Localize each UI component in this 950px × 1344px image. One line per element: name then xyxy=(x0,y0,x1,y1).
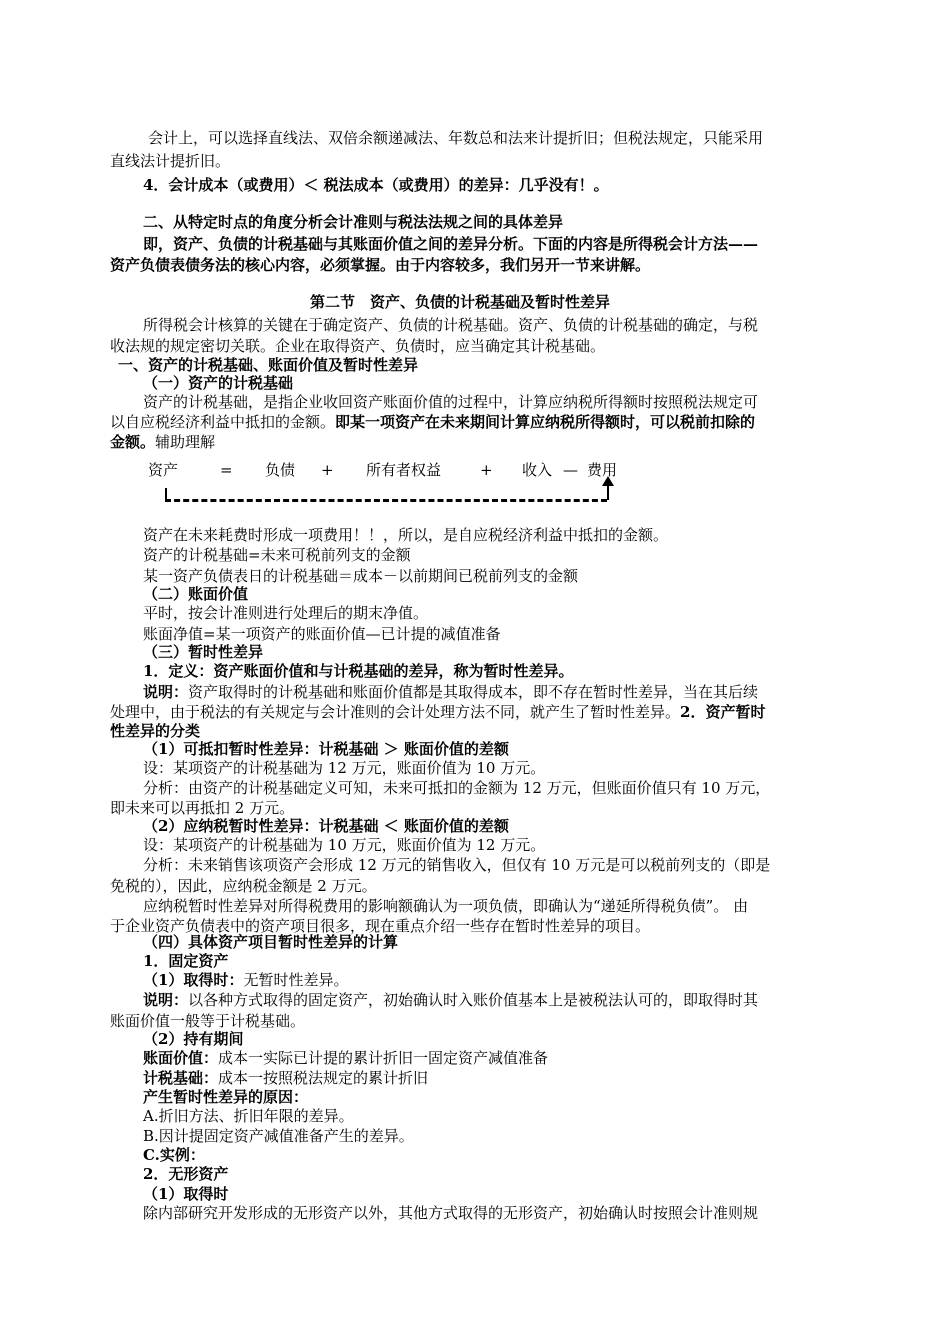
text-line: 产生暂时性差异的原因： xyxy=(143,1088,309,1106)
text-line: 即未来可以再抵扣 2 万元。 xyxy=(110,799,295,817)
text-line: 1．定义：资产账面价值和与计税基础的差异，称为暂时性差异。 xyxy=(143,662,574,680)
section-heading: 一、资产的计税基础、账面价值及暂时性差异 xyxy=(118,356,419,374)
text-line: 资产的计税基础，是指企业收回资产账面价值的过程中，计算应纳税所得额时按照税法规定可 xyxy=(143,393,759,411)
text-line: 会计上，可以选择直线法、双倍余额递减法、年数总和法来计提折旧；但税法规定，只能采用 xyxy=(148,129,764,147)
text-line: （2）应纳税暂时性差异：计税基础 ＜ 账面价值的差额 xyxy=(143,817,509,835)
text-line: 除内部研究开发形成的无形资产以外，其他方式取得的无形资产，初始确认时按照会计准则规 xyxy=(143,1204,759,1222)
text-line: 资产负债表债务法的核心内容，必须掌握。由于内容较多，我们另开一节来讲解。 xyxy=(110,256,651,274)
text-line: 即，资产、负债的计税基础与其账面价值之间的差异分析。下面的内容是所得税会计方法—— xyxy=(143,235,759,253)
subsection-heading: （四）具体资产项目暂时性差异的计算 xyxy=(143,933,399,951)
text-line: 直线法计提折旧。 xyxy=(110,152,231,170)
figure-label-revenue: 收入 xyxy=(522,461,553,479)
text-line: 分析：由资产的计税基础定义可知，未来可抵扣的金额为 12 万元，但账面价值只有 10 万元， xyxy=(143,779,771,797)
text-line: A.折旧方法、折旧年限的差异。 xyxy=(143,1107,354,1125)
text-line: 设：某项资产的计税基础为 10 万元，账面价值为 12 万元。 xyxy=(143,836,546,854)
subsection-heading: （二）账面价值 xyxy=(143,585,249,603)
section-heading: 二、从特定时点的角度分析会计准则与税法法规之间的具体差异 xyxy=(143,213,564,231)
figure-plus: + xyxy=(480,461,493,479)
text-line: 账面价值：成本一实际已计提的累计折旧一固定资产减值准备 xyxy=(143,1049,549,1067)
text-line: （2）持有期间 xyxy=(143,1030,244,1048)
text-line: 说明：以各种方式取得的固定资产，初始确认时入账价值基本上是被税法认可的，即取得时其 xyxy=(143,991,759,1009)
figure-minus: — xyxy=(563,461,578,479)
subsection-heading: （一）资产的计税基础 xyxy=(143,374,294,392)
text-line: C.实例： xyxy=(143,1146,205,1164)
text-line: 账面价值一般等于计税基础。 xyxy=(110,1012,306,1030)
text-line: 4．会计成本（或费用）＜ 税法成本（或费用）的差异：几乎没有！。 xyxy=(143,176,609,194)
text-line: 2．无形资产 xyxy=(143,1165,229,1183)
text-line: 于企业资产负债表中的资产项目很多，现在重点介绍一些存在暂时性差异的项目。 xyxy=(110,917,651,935)
text-line: 所得税会计核算的关键在于确定资产、负债的计税基础。资产、负债的计税基础的确定，与税 xyxy=(143,316,759,334)
figure-label-expense: 费用 xyxy=(587,461,618,479)
text-line: （1）取得时：无暂时性差异。 xyxy=(143,971,349,989)
subsection-heading: （三）暂时性差异 xyxy=(143,643,264,661)
text-line: 某一资产负债表日的计税基础＝成本－以前期间已税前列支的金额 xyxy=(143,567,579,585)
text-line: 说明：资产取得时的计税基础和账面价值都是其取得成本，即不存在暂时性差异，当在其后续 xyxy=(143,683,759,701)
text-line: 资产的计税基础=未来可税前列支的金额 xyxy=(143,546,411,564)
text-line: （1）可抵扣暂时性差异：计税基础 ＞ 账面价值的差额 xyxy=(143,740,509,758)
figure-label-liability: 负债 xyxy=(265,461,296,479)
text-line: B.因计提固定资产减值准备产生的差异。 xyxy=(143,1127,414,1145)
text-line: 资产在未来耗费时形成一项费用！！，所以，是自应税经济利益中抵扣的金额。 xyxy=(143,526,669,544)
figure-dashed-connector xyxy=(165,499,607,502)
text-line: 分析：未来销售该项资产会形成 12 万元的销售收入，但仅有 10 万元是可以税前列支的（即是 xyxy=(143,856,771,874)
figure-plus: + xyxy=(321,461,334,479)
text-line: 平时，按会计准则进行处理后的期末净值。 xyxy=(143,604,429,622)
figure-label-equity: 所有者权益 xyxy=(366,461,442,479)
text-line: 以自应税经济利益中抵扣的金额。即某一项资产在未来期间计算应纳税所得额时，可以税前扣除的 xyxy=(110,413,756,431)
arrow-up-icon xyxy=(602,476,614,486)
text-line: 金额。辅助理解 xyxy=(110,433,216,451)
figure-connector-right xyxy=(607,485,609,500)
text-line: 应纳税暂时性差异对所得税费用的影响额确认为一项负债，即确认为“递延所得税负债”。 由 xyxy=(143,897,749,915)
text-line: 处理中，由于税法的有关规定与会计准则的会计处理方法不同，就产生了暂时性差异。2．资产暂时 xyxy=(110,703,766,721)
text-line: 收法规的规定密切关联。企业在取得资产、负债时，应当确定其计税基础。 xyxy=(110,337,606,355)
figure-equals: = xyxy=(220,461,233,479)
text-line: （1）取得时 xyxy=(143,1185,229,1203)
text-line: 设：某项资产的计税基础为 12 万元，账面价值为 10 万元。 xyxy=(143,759,546,777)
text-line: 免税的），因此，应纳税金额是 2 万元。 xyxy=(110,877,377,895)
text-line: 计税基础：成本一按照税法规定的累计折旧 xyxy=(143,1069,429,1087)
figure-label-asset: 资产 xyxy=(148,461,179,479)
text-line: 账面净值=某一项资产的账面价值—已计提的减值准备 xyxy=(143,625,501,643)
chapter-title: 第二节 资产、负债的计税基础及暂时性差异 xyxy=(310,293,611,311)
text-line: 1．固定资产 xyxy=(143,952,229,970)
text-line: 性差异的分类 xyxy=(110,722,201,740)
